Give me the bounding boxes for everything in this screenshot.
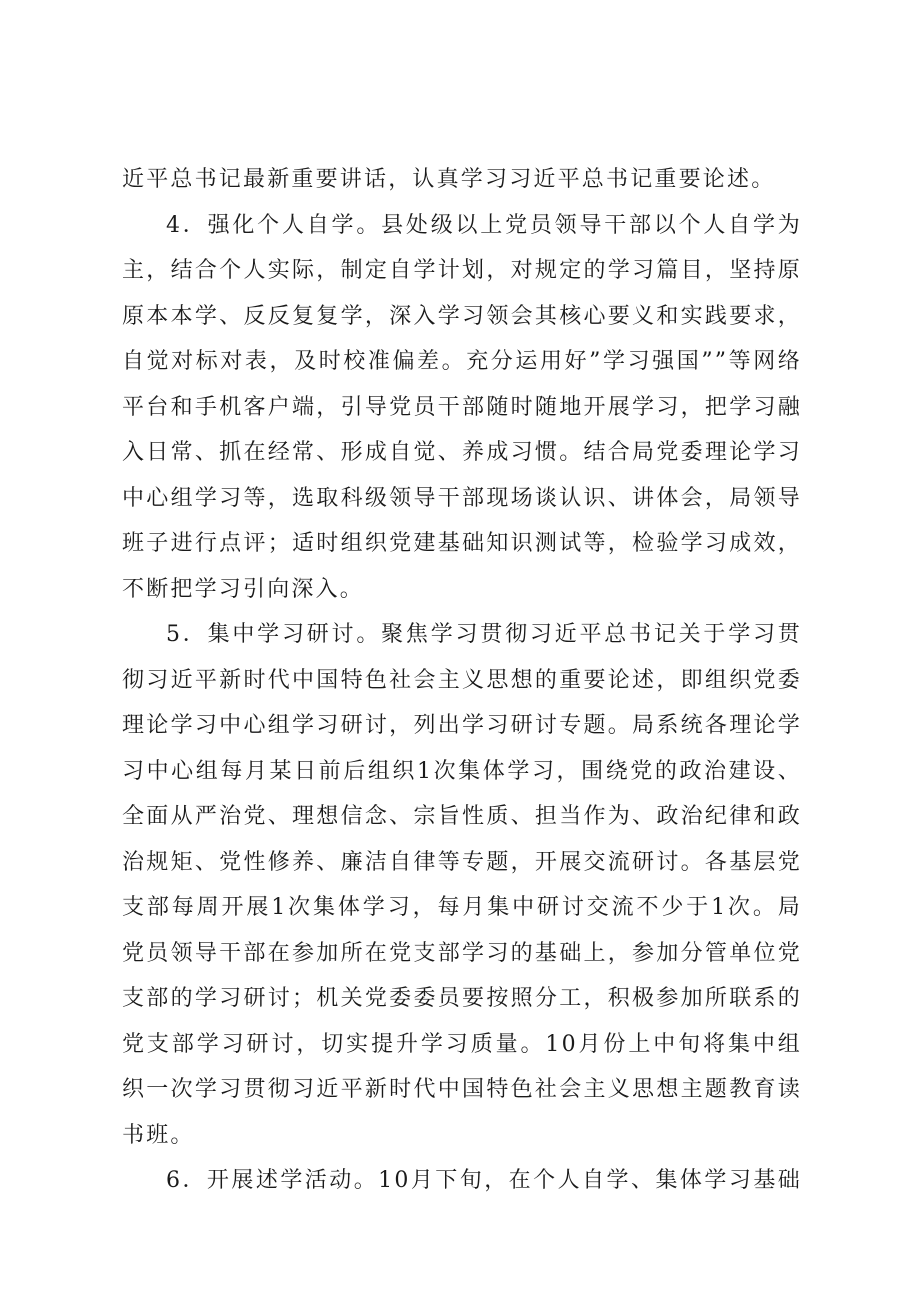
- paragraph-item-6: 6．开展述学活动。10月下旬，在个人自学、集体学习基础: [166, 1168, 802, 1193]
- document-body: [122, 157, 802, 1204]
- paragraph-continuation: 近平总书记最新重要讲话，认真学习习近平总书记重要论述。: [122, 167, 776, 192]
- paragraph-item-5: 5．集中学习研讨。聚焦学习贯彻习近平总书记关于学习贯彻习近平新时代中国特色社会主义思想的重要论述，即组织党委理论学习中心组学习研讨，列出学习研讨专题。局系统各理论学习中心组每月某日前后组织1次集体学习，围绕党的政治建设、全面从严治党、理想信念、宗旨性质、担当作为、政治纪律和政治规矩、党性修养、廉洁自律等专题，开展交流研讨。各基层党支部每周开展1次集体学习，每月集中研讨交流不少于1次。局党员领导干部在参加所在党支部学习的基础上，参加分管单位党支部的学习研讨；机关党委委员要按照分工，积极参加所联系的党支部学习研讨，切实提升学习质量。10月份上中旬将集中组织一次学习贯彻习近平新时代中国特色社会主义思想主题教育读书班。: [122, 622, 802, 1148]
- paragraph-item-4: 4．强化个人自学。县处级以上党员领导干部以个人自学为主，结合个人实际，制定自学计划，对规定的学习篇目，坚持原原本本学、反反复复学，深入学习领会其核心要义和实践要求，自觉对标对表，及时校准偏差。充分运用好”学习强国””等网络平台和手机客户端，引导党员干部随时随地开展学习，把学习融入日常、抓在经常、形成自觉、养成习惯。结合局党委理论学习中心组学习等，选取科级领导干部现场谈认识、讲体会，局领导班子进行点评；适时组织党建基础知识测试等，检验学习成效，不断把学习引向深入。: [122, 212, 802, 602]
